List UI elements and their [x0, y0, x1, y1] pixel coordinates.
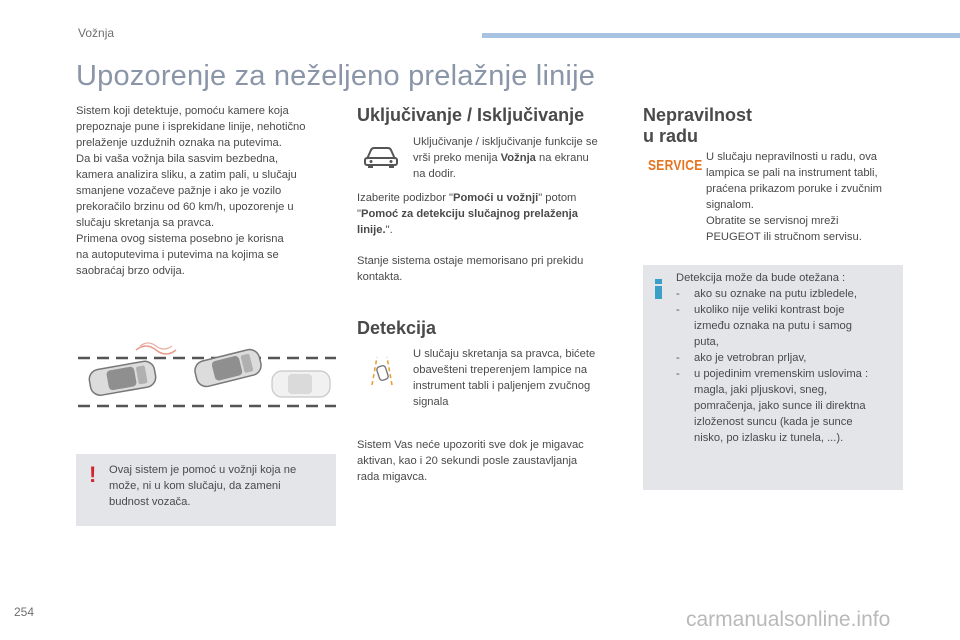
text-line: U slučaju nepravilnosti u radu, ova — [706, 151, 878, 163]
text-line: budnost vozača. — [109, 496, 191, 508]
text-line — [357, 206, 627, 222]
text-line: signalom. — [706, 199, 754, 211]
info-item — [676, 350, 898, 366]
lane-crossing-illustration — [76, 340, 338, 412]
warning-box — [76, 454, 336, 526]
text-line: PEUGEOT ili stručnom servisu. — [706, 231, 862, 243]
text-span: vrši preko menija — [413, 152, 501, 164]
info-item — [676, 286, 898, 302]
text-line: Sistem koji detektuje, pomoću kamere koja — [76, 105, 289, 117]
info-box — [643, 265, 903, 490]
text-span: " — [357, 208, 361, 220]
heading-line: Nepravilnost — [643, 105, 753, 125]
page-number: 254 — [14, 605, 35, 619]
detection-text — [413, 346, 623, 410]
text-line: Uključivanje / isključivanje funkcije se — [413, 136, 598, 148]
turn-signal-text — [357, 437, 627, 485]
on-off-text — [413, 134, 623, 182]
intro-text — [76, 103, 336, 279]
select-instruction — [357, 190, 627, 238]
text-line: smanjene vozačeve pažnje i ako je vozilo — [76, 185, 282, 197]
dash: - — [676, 288, 680, 300]
text-line: signala — [413, 396, 449, 408]
memory-text — [357, 253, 627, 285]
text-line: između oznaka na putu i samog — [694, 320, 852, 332]
text-line: rada migavca. — [357, 471, 428, 483]
header-rule — [482, 33, 960, 38]
info-text — [676, 270, 898, 446]
malfunction-text — [706, 149, 906, 245]
text-line: aktivan, kao i 20 sekundi posle zaustavljanja — [357, 455, 578, 467]
text-line: Da bi vaša vožnja bila sasvim bezbedna, — [76, 153, 279, 165]
text-span: ". — [385, 224, 393, 236]
warning-text — [109, 462, 331, 510]
text-line: Stanje sistema ostaje memorisano pri prekidu — [357, 255, 584, 267]
text-span: na ekranu — [535, 152, 589, 164]
watermark: carmanualsonline.info — [686, 608, 891, 631]
text-line: puta, — [694, 336, 719, 348]
text-line: saobraćaj brzo odvija. — [76, 265, 185, 277]
info-item — [676, 366, 898, 446]
info-item — [676, 302, 898, 350]
text-line: prekoračilo brzinu od 60 km/h, upozorenje u — [76, 201, 294, 213]
text-line: Primena ovog sistema posebno je korisna — [76, 233, 284, 245]
text-line: pomračenja, jako sunce ili direktna — [694, 400, 866, 412]
text-span: u pojedinim vremenskim uslovima : — [694, 368, 869, 380]
text-line: lampica se pali na instrument tabli, — [706, 167, 878, 179]
text-line: Detekcija može da bude otežana : — [676, 272, 846, 284]
text-line: na autoputevima i putevima na kojima se — [76, 249, 279, 261]
text-span: ukoliko nije veliki kontrast boje — [694, 304, 845, 316]
car-icon — [364, 146, 398, 168]
text-span: ako su oznake na putu izbledele, — [694, 288, 857, 300]
text-span: " potom — [538, 192, 577, 204]
text-line: može, ni u kom slučaju, da zameni — [109, 480, 281, 492]
dash: - — [676, 368, 680, 380]
lane-warning-icon — [370, 356, 394, 386]
submenu-name: Pomoći u vožnji — [453, 192, 539, 204]
text-line: nisko, po izlasku iz tunela, ...). — [694, 432, 844, 444]
text-line: izloženost suncu (kada je sunce — [694, 416, 853, 428]
heading-detection: Detekcija — [357, 318, 437, 338]
heading-line: u radu — [643, 126, 699, 146]
text-line: prepoznaje pune i isprekidane linije, nehotično — [76, 121, 306, 133]
text-span: Izaberite podizbor " — [357, 192, 454, 204]
text-line — [357, 190, 627, 206]
text-line — [413, 150, 623, 166]
text-line: Ovaj sistem je pomoć u vožnji koja ne — [109, 464, 297, 476]
section-label: Vožnja — [78, 26, 115, 40]
text-line: obavešteni treperenjem lampice na — [413, 364, 588, 376]
page-title: Upozorenje za neželjeno prelažnje linije — [76, 60, 596, 92]
option-name: Pomoć za detekciju slučajnog prelaženja — [360, 208, 578, 220]
text-line: Sistem Vas neće upozoriti sve dok je migavac — [357, 439, 584, 451]
service-icon: SERVICE — [648, 156, 703, 174]
text-line: slučaju skretanja sa pravca. — [76, 217, 215, 229]
text-line: praćena prikazom poruke i zvučnim — [706, 183, 882, 195]
text-line: kontakta. — [357, 271, 403, 283]
text-line: prelaženje uzdužnih oznaka na putevima. — [76, 137, 282, 149]
heading-on-off: Uključivanje / Isključivanje — [357, 105, 585, 125]
info-icon — [654, 279, 663, 299]
text-line: kamera analizira sliku, a zatim pali, u slučaju — [76, 169, 297, 181]
text-line: instrument tabli i paljenjem zvučnog — [413, 380, 591, 392]
option-name: linije. — [357, 224, 386, 236]
warning-icon: ! — [89, 462, 97, 487]
text-line: U slučaju skretanja sa pravca, bićete — [413, 348, 596, 360]
menu-name: Vožnja — [500, 152, 536, 164]
dash: - — [676, 352, 680, 364]
dash: - — [676, 304, 680, 316]
heading-malfunction — [643, 105, 752, 147]
text-line: magla, jaki pljuskovi, sneg, — [694, 384, 828, 396]
text-line: na dodir. — [413, 168, 456, 180]
text-line: Obratite se servisnoj mreži — [706, 215, 839, 227]
text-span: ako je vetrobran prljav, — [694, 352, 807, 364]
text-line — [357, 222, 627, 238]
